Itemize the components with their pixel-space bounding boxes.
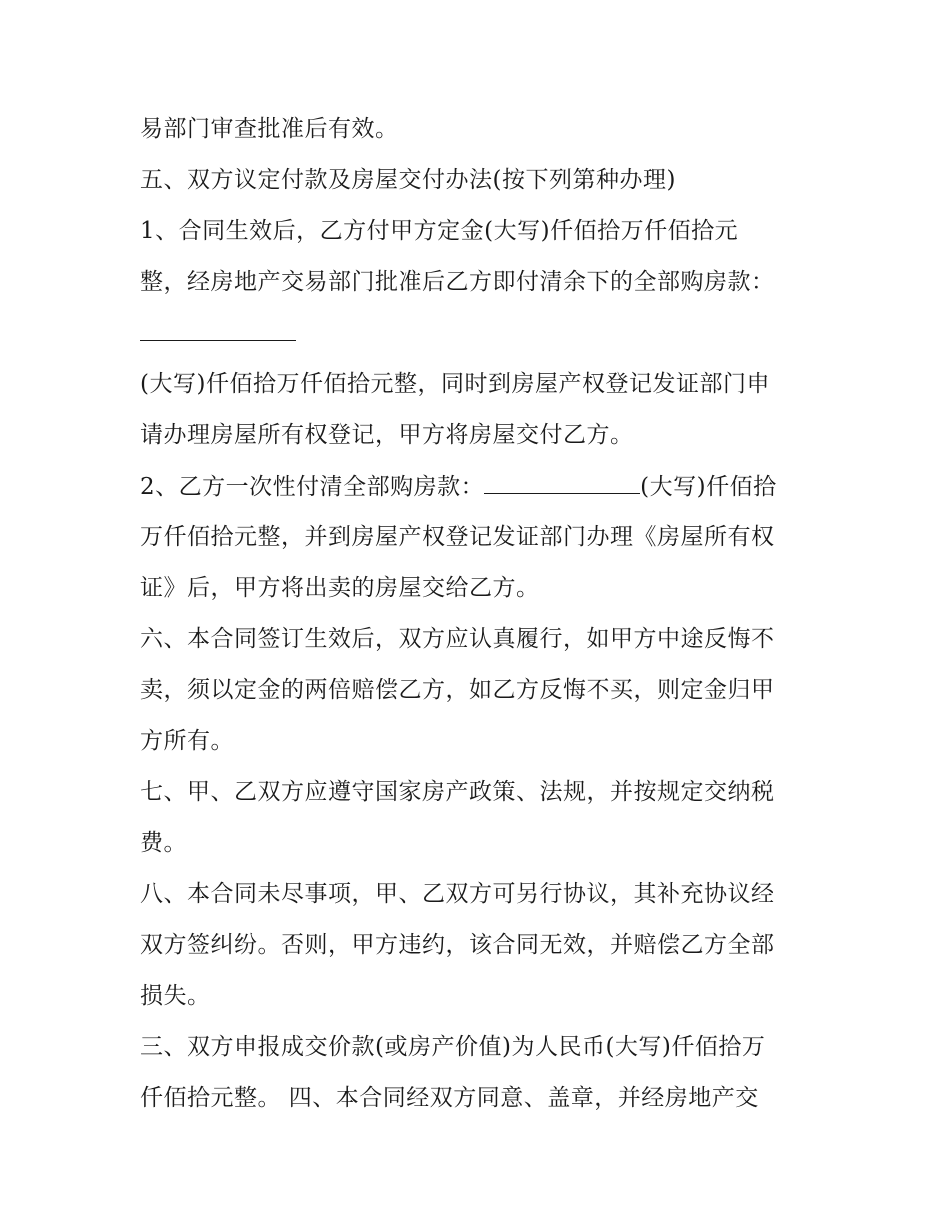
text-line: 方所有。: [140, 728, 234, 754]
text-line: 万仟佰拾元整，并到房屋产权登记发证部门办理《房屋所有权: [140, 524, 775, 550]
amount-blank: [140, 318, 296, 341]
text-line: 七、甲、乙双方应遵守国家房产政策、法规，并按规定交纳税: [140, 779, 775, 805]
text-line: 易部门审查批准后有效。: [140, 116, 399, 142]
text-line: 卖，须以定金的两倍赔偿乙方，如乙方反悔不买，则定金归甲: [140, 677, 775, 703]
text-line: 双方签纠纷。否则，甲方违约，该合同无效，并赔偿乙方全部: [140, 932, 775, 958]
text-line: 八、本合同未尽事项，甲、乙双方可另行协议，其补充协议经: [140, 881, 775, 907]
text-line: 仟佰拾元整。 四、本合同经双方同意、盖章，并经房地产交: [140, 1085, 759, 1111]
text-line: 请办理房屋所有权登记，甲方将房屋交付乙方。: [140, 422, 634, 448]
text-line: 五、双方议定付款及房屋交付办法(按下列第种办理): [140, 167, 676, 193]
text-fragment: 2、乙方一次性付清全部购房款：: [140, 474, 485, 500]
amount-blank: [484, 471, 640, 494]
text-line: 证》后，甲方将出卖的房屋交给乙方。: [140, 575, 540, 601]
text-line: 1、合同生效后，乙方付甲方定金(大写)仟佰拾万仟佰拾元: [140, 218, 739, 244]
blank-line: [140, 318, 296, 348]
text-line: 整，经房地产交易部门批准后乙方即付清余下的全部购房款：: [140, 269, 775, 295]
text-line: 六、本合同签订生效后，双方应认真履行，如甲方中途反悔不: [140, 626, 775, 652]
text-line: 三、双方申报成交价款(或房产价值)为人民币(大写)仟佰拾万: [140, 1034, 766, 1060]
text-line: (大写)仟佰拾万仟佰拾元整，同时到房屋产权登记发证部门申: [140, 371, 770, 397]
text-line: [140, 471, 777, 501]
text-line: 损失。: [140, 983, 211, 1009]
text-fragment: (大写)仟佰拾: [640, 474, 777, 500]
text-line: 费。: [140, 830, 187, 856]
